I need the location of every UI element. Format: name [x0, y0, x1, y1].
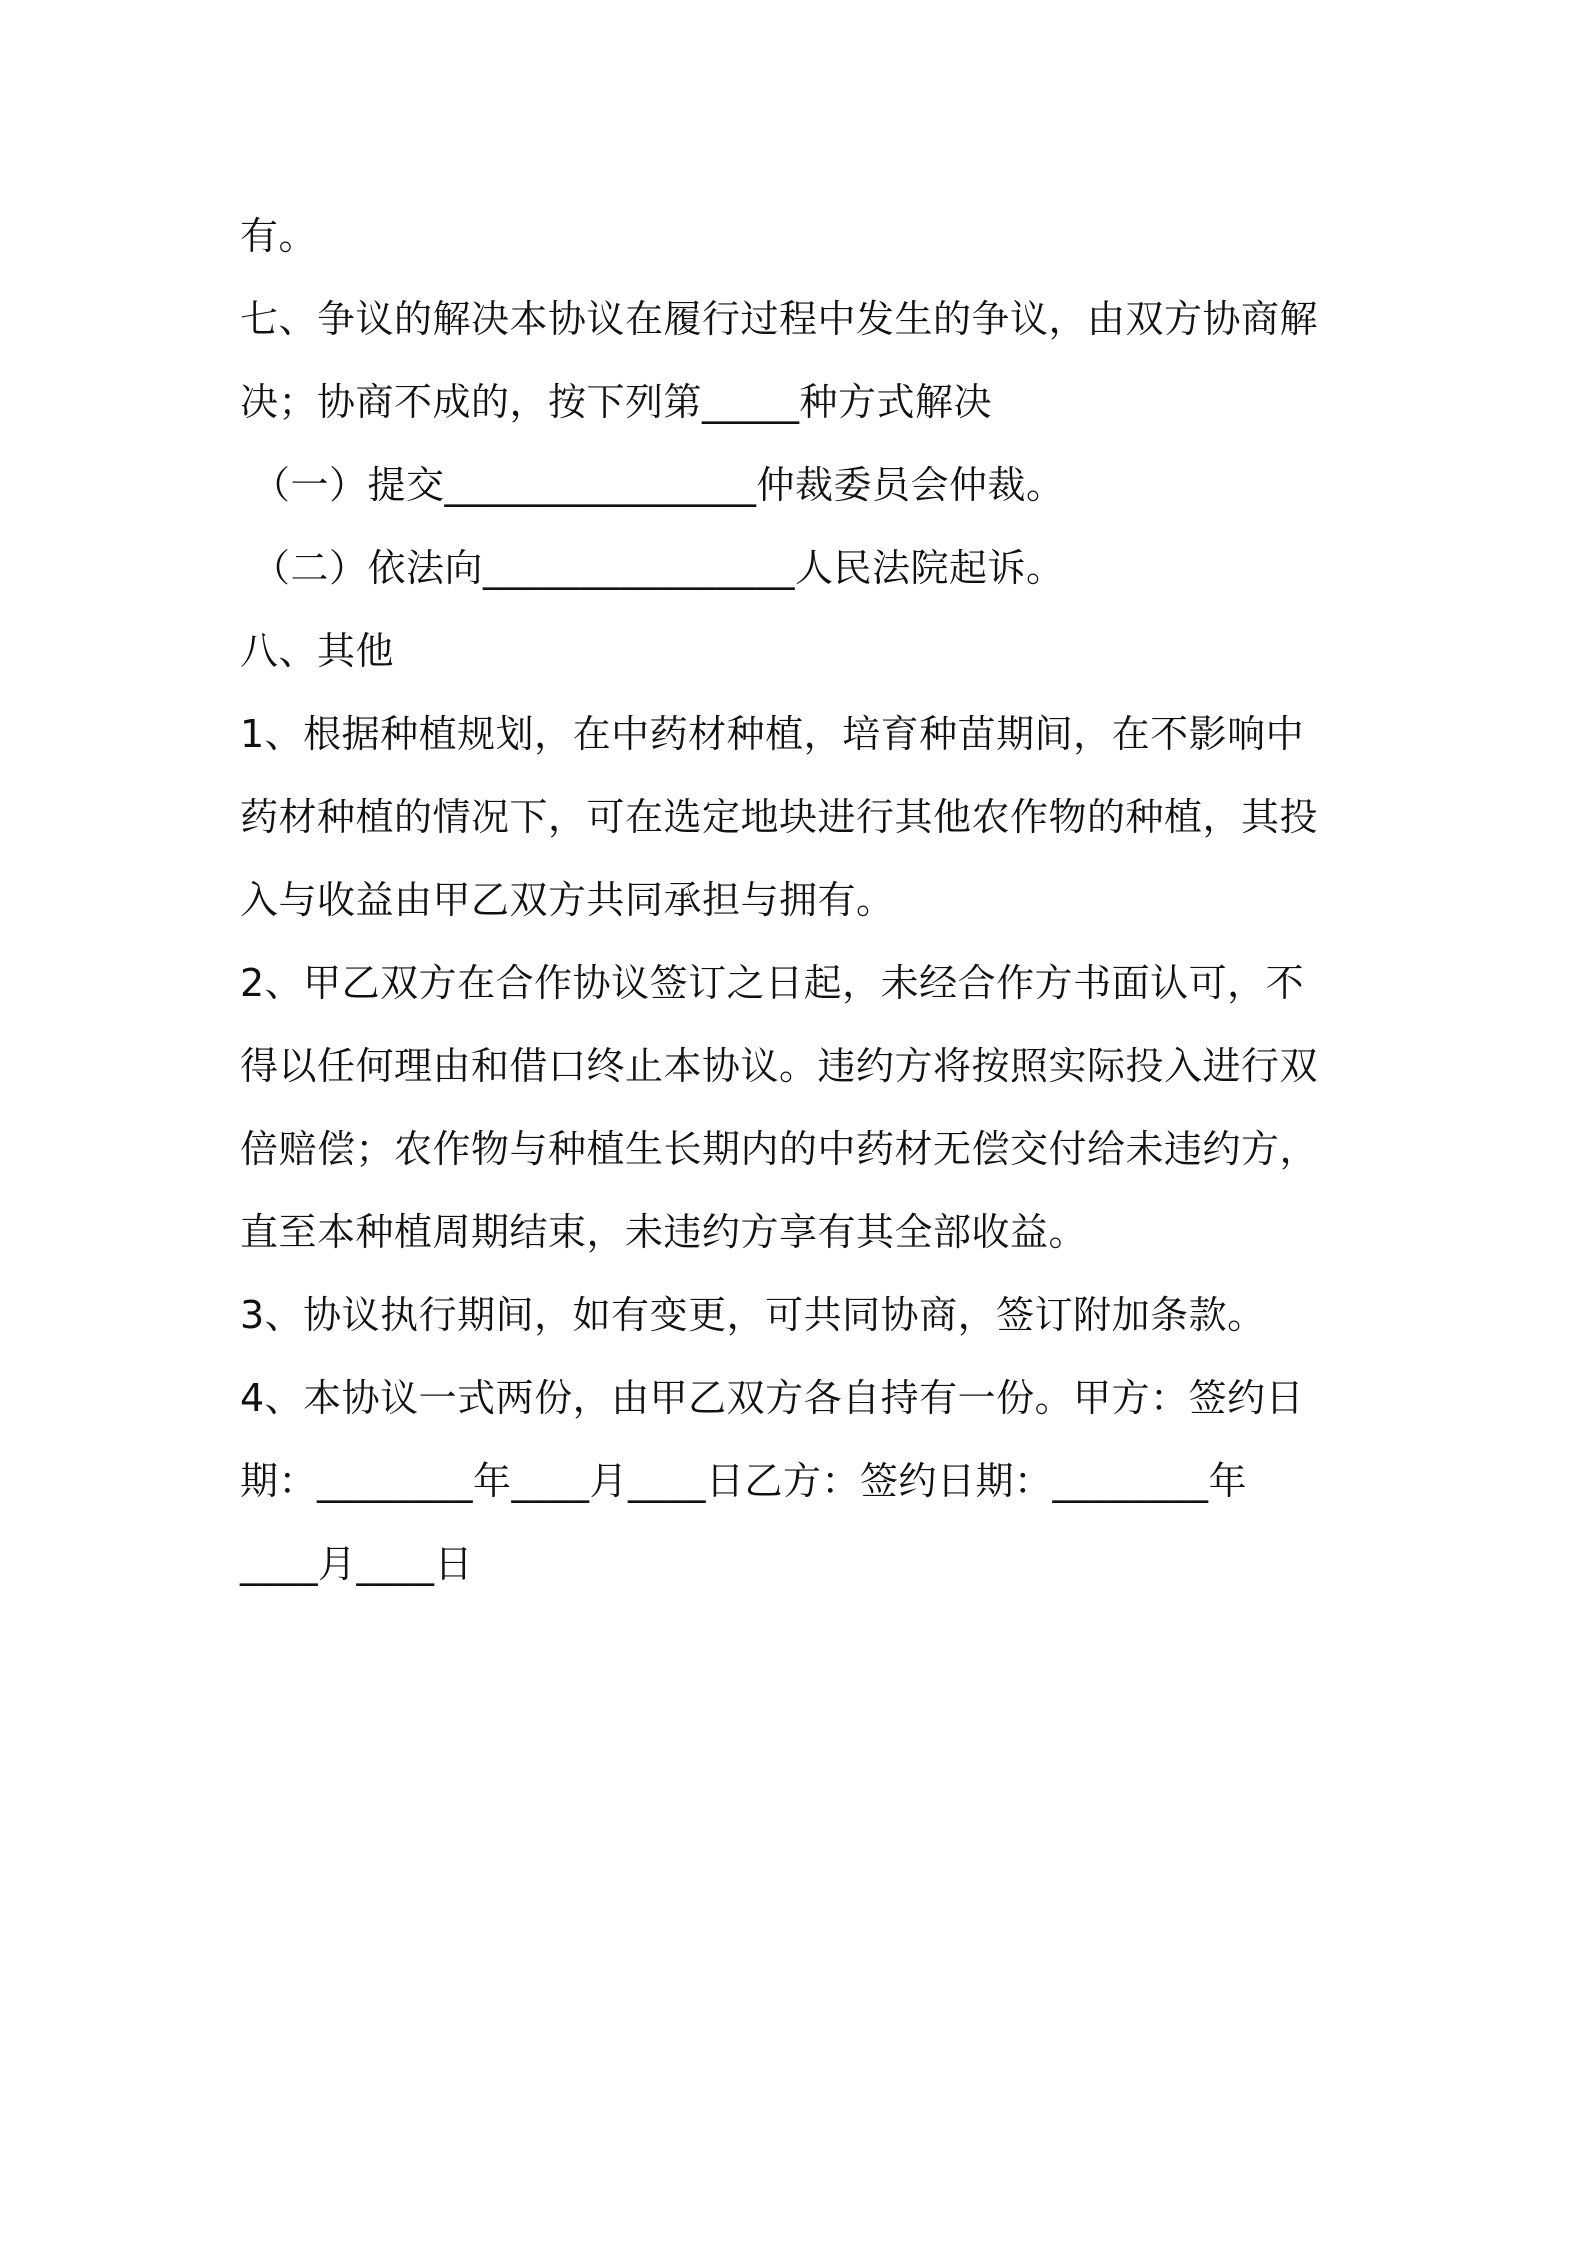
signature-date-line: ____月____日	[240, 1542, 474, 1586]
text-line: （二）依法向________________人民法院起诉。	[252, 546, 1065, 590]
text-line: 有。	[240, 214, 318, 258]
text-line: 1、根据种植规划，在中药材种植，培育种苗期间，在不影响中	[240, 712, 1305, 756]
text-line: 决；协商不成的，按下列第_____种方式解决	[240, 380, 993, 424]
section-heading: 八、其他	[240, 629, 395, 673]
text-line: 药材种植的情况下，可在选定地块进行其他农作物的种植，其投	[240, 795, 1319, 839]
text-line: 得以任何理由和借口终止本协议。违约方将按照实际投入进行双	[240, 1044, 1319, 1088]
text-line: 倍赔偿；农作物与种植生长期内的中药材无偿交付给未违约方，	[240, 1127, 1319, 1171]
text-line: 4、本协议一式两份，由甲乙双方各自持有一份。甲方：签约日	[240, 1376, 1305, 1420]
text-line: 七、争议的解决本协议在履行过程中发生的争议，由双方协商解	[240, 297, 1319, 341]
text-line: （一）提交________________仲裁委员会仲裁。	[252, 463, 1065, 507]
text-line: 2、甲乙双方在合作协议签订之日起，未经合作方书面认可，不	[240, 961, 1305, 1005]
text-line: 入与收益由甲乙双方共同承担与拥有。	[240, 878, 895, 922]
text-line: 3、协议执行期间，如有变更，可共同协商，签订附加条款。	[240, 1293, 1266, 1337]
document-body	[240, 195, 1360, 1606]
signature-date-line: 期：________年____月____日乙方：签约日期：________年	[240, 1459, 1248, 1503]
text-line: 直至本种植周期结束，未违约方享有其全部收益。	[240, 1210, 1088, 1254]
